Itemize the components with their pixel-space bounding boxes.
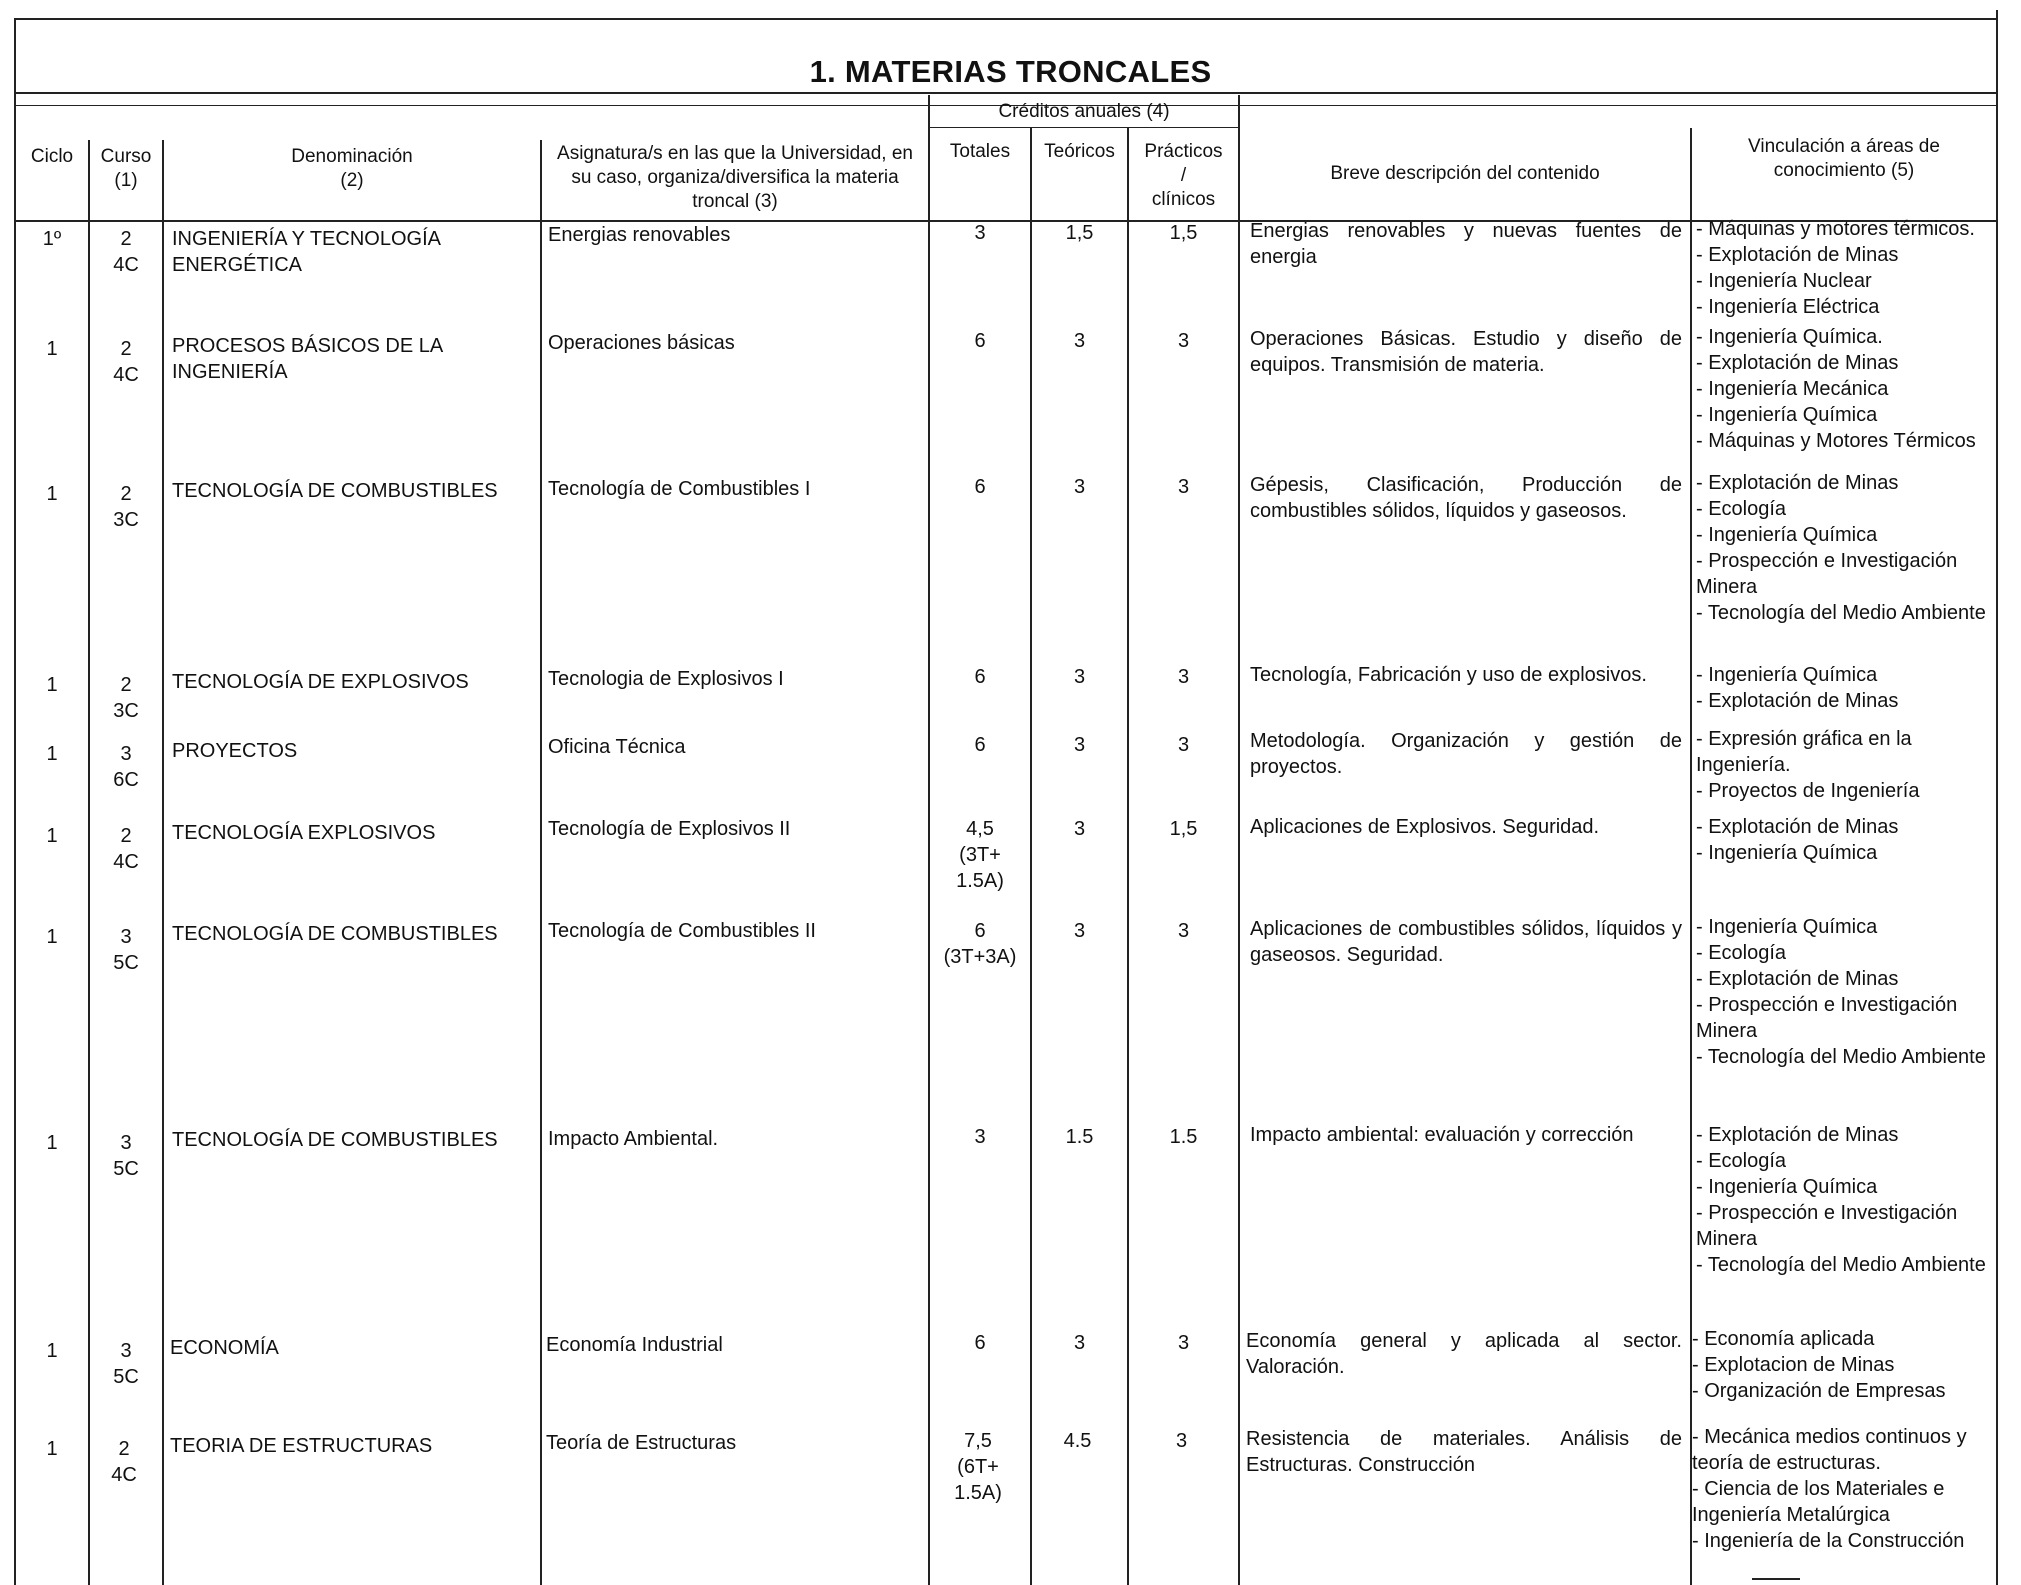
area-item: - Ingeniería Nuclear [1696,270,1872,292]
header-denominacion: Denominación (2) [291,146,413,191]
row-5-areas [1696,726,1996,804]
area-item: - Prospección e Investigación Minera [1696,550,1958,598]
row-3-descripcion: Gépesis, Clasificación, Producción de combustibles sólidos, líquidos y gaseosos. [1250,474,1682,522]
row-9-areas [1692,1326,1992,1404]
row-2-asignatura: Operaciones básicas [548,332,735,354]
row-7-curso: 3 5C [113,926,139,974]
row-7-descripcion: Aplicaciones de combustibles sólidos, líquidos y gaseosos. Seguridad. [1250,918,1682,966]
row-2-curso: 2 4C [113,338,139,386]
row-1-ciclo: 1º [42,228,62,250]
area-item: - Ecología [1696,942,1787,964]
area-item: - Explotación de Minas [1696,690,1899,712]
row-1-curso: 2 4C [113,228,139,276]
area-item: - Mecánica medios continuos y teoría de estructuras. [1692,1426,1967,1474]
row-2-practicos: 3 [1177,330,1190,352]
row-1-denominacion: INGENIERÍA Y TECNOLOGÍA ENERGÉTICA [172,228,440,276]
row-1-descripcion: Energias renovables y nuevas fuentes de energia [1250,220,1682,268]
row-10-ciclo: 1 [46,1438,58,1460]
row-7-totales: 6 (3T+3A) [943,920,1017,968]
row-3-teoricos: 3 [1073,476,1086,498]
footer-mark [1752,1578,1800,1580]
row-9-descripcion: Economía general y aplicada al sector. Valoración. [1246,1330,1682,1378]
row-4-totales: 6 [974,666,986,688]
row-3-practicos: 3 [1177,476,1190,498]
area-item: - Explotación de Minas [1696,1124,1899,1146]
row-4-denominacion: TECNOLOGÍA DE EXPLOSIVOS [172,671,469,693]
row-4-teoricos: 3 [1073,666,1086,688]
row-8-descripcion: Impacto ambiental: evaluación y corrección [1250,1124,1634,1146]
area-item: - Ingeniería Química [1696,1176,1878,1198]
area-item: - Ingeniería Química. [1696,326,1883,348]
row-10-denominacion: TEORIA DE ESTRUCTURAS [170,1435,433,1457]
right-border [1996,10,1998,1585]
row-5-ciclo: 1 [46,743,58,765]
row-6-denominacion: TECNOLOGÍA EXPLOSIVOS [172,822,436,844]
row-9-practicos: 3 [1177,1332,1190,1354]
row-3-areas [1696,470,1992,626]
page-title: 1. MATERIAS TRONCALES [809,54,1212,89]
row-10-areas [1692,1424,1990,1554]
area-item: - Ingeniería Eléctrica [1696,296,1880,318]
row-3-curso: 2 3C [113,483,139,531]
area-item: - Ingeniería Mecánica [1696,378,1889,400]
row-6-ciclo: 1 [46,825,58,847]
col-sep-7 [1238,95,1240,1585]
row-10-teoricos: 4.5 [1063,1430,1092,1452]
row-8-areas [1696,1122,1992,1278]
area-item: - Ingeniería Química [1696,524,1878,546]
row-5-practicos: 3 [1177,734,1190,756]
row-6-areas [1696,814,1996,866]
top-border [14,18,1998,20]
header-vinculacion: Vinculación a áreas de conocimiento (5) [1748,136,1940,181]
row-7-denominacion: TECNOLOGÍA DE COMBUSTIBLES [172,923,498,945]
row-4-descripcion: Tecnología, Fabricación y uso de explosivos. [1250,664,1647,686]
area-item: - Máquinas y motores térmicos. [1696,218,1975,240]
area-item: - Máquinas y Motores Térmicos [1696,430,1976,452]
row-6-teoricos: 3 [1073,818,1086,840]
row-6-totales: 4,5 (3T+ 1.5A) [956,818,1004,892]
row-9-teoricos: 3 [1073,1332,1086,1354]
row-5-curso: 3 6C [113,743,139,791]
area-item: - Expresión gráfica en la Ingeniería. [1696,728,1912,776]
area-item: - Ciencia de los Materiales e Ingeniería Metalúrgica [1692,1478,1945,1526]
row-7-teoricos: 3 [1073,920,1086,942]
area-item: - Explotación de Minas [1696,352,1899,374]
area-item: - Ingeniería de la Construcción [1692,1530,1965,1552]
row-1-areas [1696,216,1996,320]
row-3-ciclo: 1 [46,483,58,505]
row-4-curso: 2 3C [113,674,139,722]
row-9-asignatura: Economía Industrial [546,1334,723,1356]
area-item: - Ingeniería Química [1696,404,1878,426]
header-descripcion: Breve descripción del contenido [1330,163,1600,184]
header-curso: Curso (1) [100,146,152,191]
col-sep-3 [540,140,542,1585]
row-1-practicos: 1,5 [1169,222,1198,244]
row-6-practicos: 1,5 [1169,818,1198,840]
header-totales: Totales [949,141,1011,162]
area-item: - Economía aplicada [1692,1328,1875,1350]
area-item: - Explotación de Minas [1696,472,1899,494]
area-item: - Tecnología del Medio Ambiente [1696,1046,1986,1068]
row-4-practicos: 3 [1177,666,1190,688]
area-item: - Tecnología del Medio Ambiente [1696,602,1986,624]
row-8-curso: 3 5C [113,1132,139,1180]
area-item: - Explotacion de Minas [1692,1354,1895,1376]
creditos-rule [930,127,1240,128]
row-8-practicos: 1.5 [1169,1126,1198,1148]
row-2-areas [1696,324,1996,454]
area-item: - Explotación de Minas [1696,816,1899,838]
row-10-curso: 2 4C [111,1438,137,1486]
header-ciclo: Ciclo [30,146,74,167]
header-asignaturas: Asignatura/s en las que la Universidad, en su caso, organiza/diversifica la materia troncal (3) [557,143,913,212]
area-item: - Explotación de Minas [1696,244,1899,266]
area-item: - Prospección e Investigación Minera [1696,1202,1958,1250]
col-sep-2 [162,140,164,1585]
row-7-areas [1696,914,1992,1070]
row-8-totales: 3 [974,1126,986,1148]
row-8-asignatura: Impacto Ambiental. [548,1128,719,1150]
row-10-asignatura: Teoría de Estructuras [546,1432,737,1454]
row-10-descripcion: Resistencia de materiales. Análisis de Estructuras. Construcción [1246,1428,1682,1476]
row-7-asignatura: Tecnología de Combustibles II [548,920,816,942]
row-8-ciclo: 1 [46,1132,58,1154]
row-4-areas [1696,662,1996,714]
row-2-denominacion: PROCESOS BÁSICOS DE LA INGENIERÍA [172,335,443,383]
row-1-teoricos: 1,5 [1065,222,1094,244]
row-2-ciclo: 1 [46,338,58,360]
row-9-totales: 6 [974,1332,986,1354]
row-5-descripcion: Metodología. Organización y gestión de proyectos. [1250,730,1682,778]
area-item: - Prospección e Investigación Minera [1696,994,1958,1042]
row-7-ciclo: 1 [46,926,58,948]
area-item: - Tecnología del Medio Ambiente [1696,1254,1986,1276]
row-8-denominacion: TECNOLOGÍA DE COMBUSTIBLES [172,1129,498,1151]
row-9-denominacion: ECONOMÍA [170,1337,279,1359]
row-5-asignatura: Oficina Técnica [548,736,686,758]
row-3-asignatura: Tecnología de Combustibles I [548,478,811,500]
area-item: - Ingeniería Química [1696,842,1878,864]
row-8-teoricos: 1.5 [1065,1126,1094,1148]
row-2-descripcion: Operaciones Básicas. Estudio y diseño de equipos. Transmisión de materia. [1250,328,1682,376]
row-1-totales: 3 [974,222,986,244]
row-5-denominacion: PROYECTOS [172,740,298,762]
row-10-totales: 7,5 (6T+ 1.5A) [954,1430,1002,1504]
header-creditos: Créditos anuales (4) [998,101,1170,122]
row-7-practicos: 3 [1177,920,1190,942]
row-4-asignatura: Tecnologia de Explosivos I [548,668,784,690]
row-2-teoricos: 3 [1073,330,1086,352]
row-6-asignatura: Tecnología de Explosivos II [548,818,791,840]
row-1-asignatura: Energias renovables [548,224,731,246]
header-practicos: Prácticos / clínicos [1144,141,1223,210]
area-item: - Ingeniería Química [1696,916,1878,938]
row-3-totales: 6 [974,476,986,498]
area-item: - Ecología [1696,498,1787,520]
area-item: - Explotación de Minas [1696,968,1899,990]
row-10-practicos: 3 [1175,1430,1188,1452]
row-6-descripcion: Aplicaciones de Explosivos. Seguridad. [1250,816,1600,838]
row-4-ciclo: 1 [46,674,58,696]
area-item: - Ingeniería Química [1696,664,1878,686]
area-item: - Proyectos de Ingeniería [1696,780,1920,802]
area-item: - Organización de Empresas [1692,1380,1946,1402]
row-6-curso: 2 4C [113,825,139,873]
row-5-teoricos: 3 [1073,734,1086,756]
row-5-totales: 6 [974,734,986,756]
row-3-denominacion: TECNOLOGÍA DE COMBUSTIBLES [172,480,498,502]
header-teoricos: Teóricos [1044,141,1115,162]
row-9-curso: 3 5C [113,1340,139,1388]
row-2-totales: 6 [974,330,986,352]
area-item: - Ecología [1696,1150,1787,1172]
row-9-ciclo: 1 [46,1340,58,1362]
